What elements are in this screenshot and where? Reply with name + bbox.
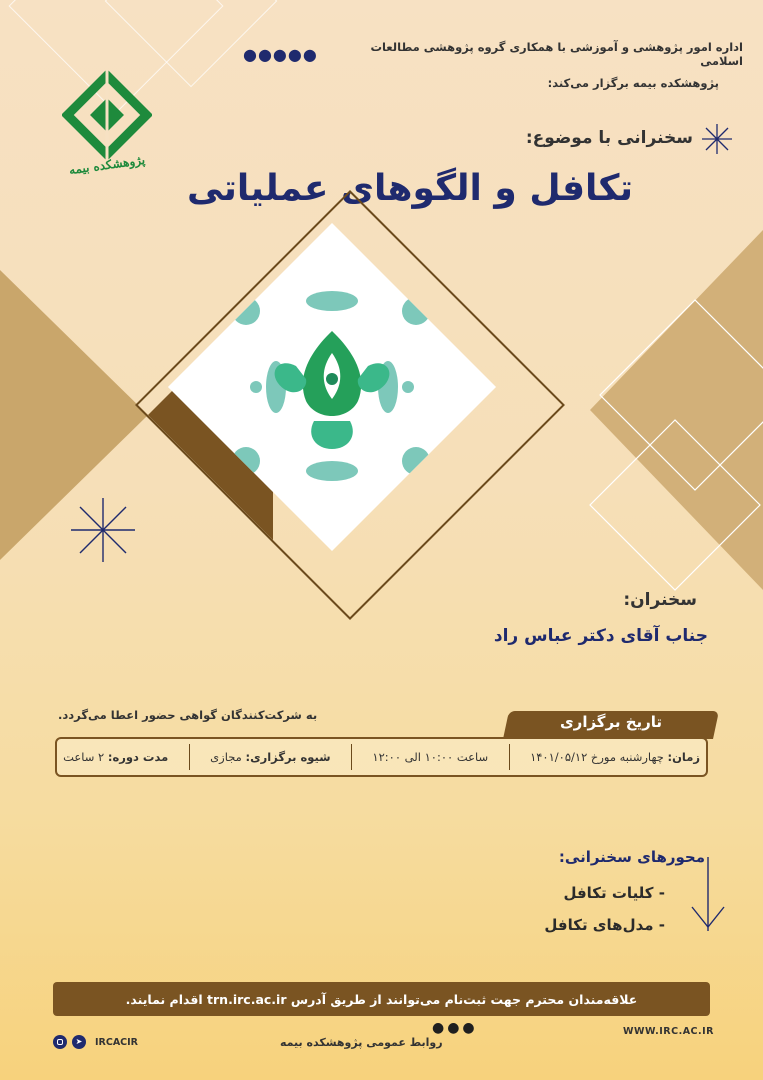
- date-cell: [530, 750, 700, 764]
- instagram-icon[interactable]: [53, 1035, 67, 1049]
- registration-text: علاقه‌مندان محترم جهت ثبت‌نام می‌توانند از طریق آدرس trn.irc.ac.ir اقدام نمایند.: [125, 991, 638, 1007]
- star-burst-icon-large: [68, 495, 138, 565]
- topics-label: محورهای سخنرانی:: [558, 848, 705, 866]
- mode-value: مجازی: [210, 750, 242, 764]
- speaker-label: سخنران:: [623, 590, 697, 610]
- star-burst-icon: [700, 122, 734, 156]
- topic-item: - مدل‌های تکافل: [544, 916, 665, 934]
- date-label: زمان:: [667, 750, 700, 764]
- topic-item-label: مدل‌های تکافل: [544, 916, 654, 934]
- registration-bar: [53, 982, 710, 1016]
- dots-icon: ●●●●●: [243, 44, 318, 64]
- topic-block: [526, 128, 693, 148]
- talk-title: تکافل و الگوهای عملیاتی: [186, 168, 633, 209]
- divider: [509, 744, 510, 770]
- duration-value: ۲ ساعت: [63, 750, 105, 764]
- mode-cell: [210, 750, 330, 764]
- certificate-note: به شرکت‌کنندگان گواهی حضور اعطا می‌گردد.: [58, 708, 318, 722]
- right-tan-triangle: [560, 220, 763, 600]
- speaker-name: جناب آقای دکتر عباس راد: [493, 626, 708, 646]
- telegram-icon[interactable]: ➤: [72, 1035, 86, 1049]
- insurance-institute-logo-icon: [62, 70, 152, 160]
- floral-pattern-icon: [216, 271, 448, 503]
- social-links: [53, 1035, 138, 1049]
- logo-caption: پژوهشکده بیمه: [68, 152, 146, 178]
- divider: [189, 744, 190, 770]
- topic-item-label: کلیات تکافل: [563, 884, 654, 902]
- header-line-2: پژوهشکده بیمه برگزار می‌کند:: [547, 76, 719, 90]
- schedule-bar: [55, 737, 708, 777]
- public-relations: روابط عمومی پژوهشکده بیمه: [280, 1036, 443, 1049]
- mode-label: شیوه برگزاری:: [245, 750, 331, 764]
- logo: [62, 70, 152, 190]
- website-link[interactable]: WWW.IRC.AC.IR: [623, 1026, 714, 1037]
- social-handle: IRCACIR: [95, 1036, 138, 1048]
- topic-label: سخنرانی با موضوع:: [525, 128, 693, 148]
- date-value: چهارشنبه مورخ ۱۴۰۱/۰۵/۱۲: [530, 750, 664, 764]
- arrow-down-icon: [690, 855, 726, 935]
- divider: [351, 744, 352, 770]
- topics-list: [544, 877, 665, 941]
- header: [243, 40, 743, 90]
- time-value: ساعت ۱۰:۰۰ الی ۱۲:۰۰: [372, 750, 489, 764]
- footer-dots-icon: ●●●: [432, 1020, 478, 1036]
- duration-cell: [63, 750, 168, 764]
- topic-item: - کلیات تکافل: [563, 884, 665, 902]
- header-line-1: اداره امور پژوهشی و آموزشی با همکاری گروه پژوهشی مطالعات اسلامی: [370, 40, 743, 68]
- schedule-tab-label: تاریخ برگزاری: [559, 713, 663, 731]
- duration-label: مدت دوره:: [107, 750, 169, 764]
